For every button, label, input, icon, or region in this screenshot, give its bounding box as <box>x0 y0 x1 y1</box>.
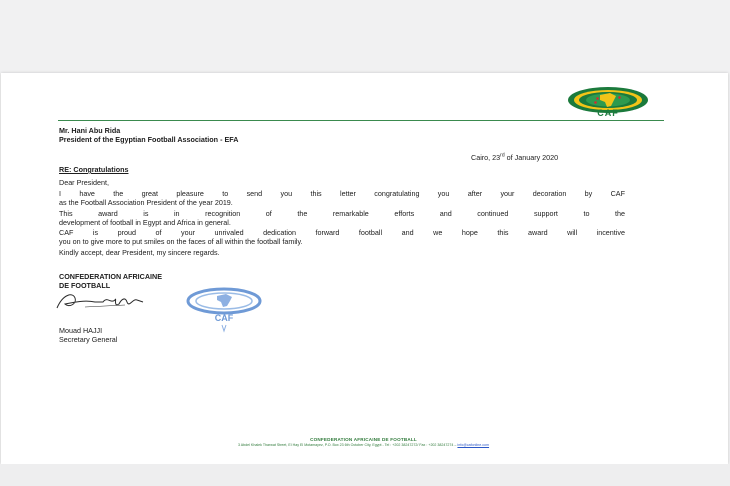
paragraph-3-line-2: you on to give more to put smiles on the faces of all within the football family. <box>59 237 303 246</box>
recipient-title: President of the Egyptian Football Association - EFA <box>59 135 239 144</box>
footer-title: CONFEDERATION AFRICAINE DE FOOTBALL <box>310 437 417 442</box>
date-prefix: Cairo, 23 <box>471 153 501 162</box>
paragraph-2-line-1: This award is in recognition of the remarkable efforts and continued support to the <box>59 209 625 218</box>
signatory-name: Mouad HAJJI <box>59 326 103 335</box>
stamp-text: CAF <box>214 313 234 323</box>
org-line-2: DE FOOTBALL <box>59 281 111 290</box>
header-rule <box>58 120 664 121</box>
closing-line: Kindly accept, dear President, my sincere regards. <box>59 248 220 257</box>
date-suffix: rd <box>500 152 505 159</box>
paragraph-2-line-2: development of football in Egypt and Africa in general. <box>59 218 231 227</box>
paragraph-1-line-1: I have the great pleasure to send you this letter congratulating you after your decoration by CAF <box>59 189 625 198</box>
footer-email-link[interactable]: info@cafonline.com <box>457 443 490 447</box>
logo-text: CAF <box>597 108 619 118</box>
subject-line: RE: Congratulations <box>59 165 129 174</box>
letter-date <box>471 153 558 162</box>
footer-address-text: 3 Abdel Khalek Tharwat Street, El Hay El Motamayez, P.O. Box 23 6th October City, Egypt - Tel : +202 38247272/ Fax : +202 38247274 – <box>237 443 458 447</box>
footer-address <box>0 443 727 447</box>
salutation: Dear President, <box>59 178 109 187</box>
date-rest: of January 2020 <box>504 153 559 162</box>
signatory-title: Secretary General <box>59 335 118 344</box>
org-line-1: CONFEDERATION AFRICAINE <box>59 272 163 281</box>
paragraph-1-line-2: as the Football Association President of the year 2019. <box>59 198 233 207</box>
recipient-name: Mr. Hani Abu Rida <box>59 126 121 135</box>
signature-icon <box>55 290 147 312</box>
top-background <box>0 0 730 73</box>
bottom-background <box>0 464 730 486</box>
caf-stamp-icon <box>184 287 264 333</box>
paragraph-3-line-1: CAF is proud of your unrivaled dedication forward football and we hope this award will incentive <box>59 228 625 237</box>
